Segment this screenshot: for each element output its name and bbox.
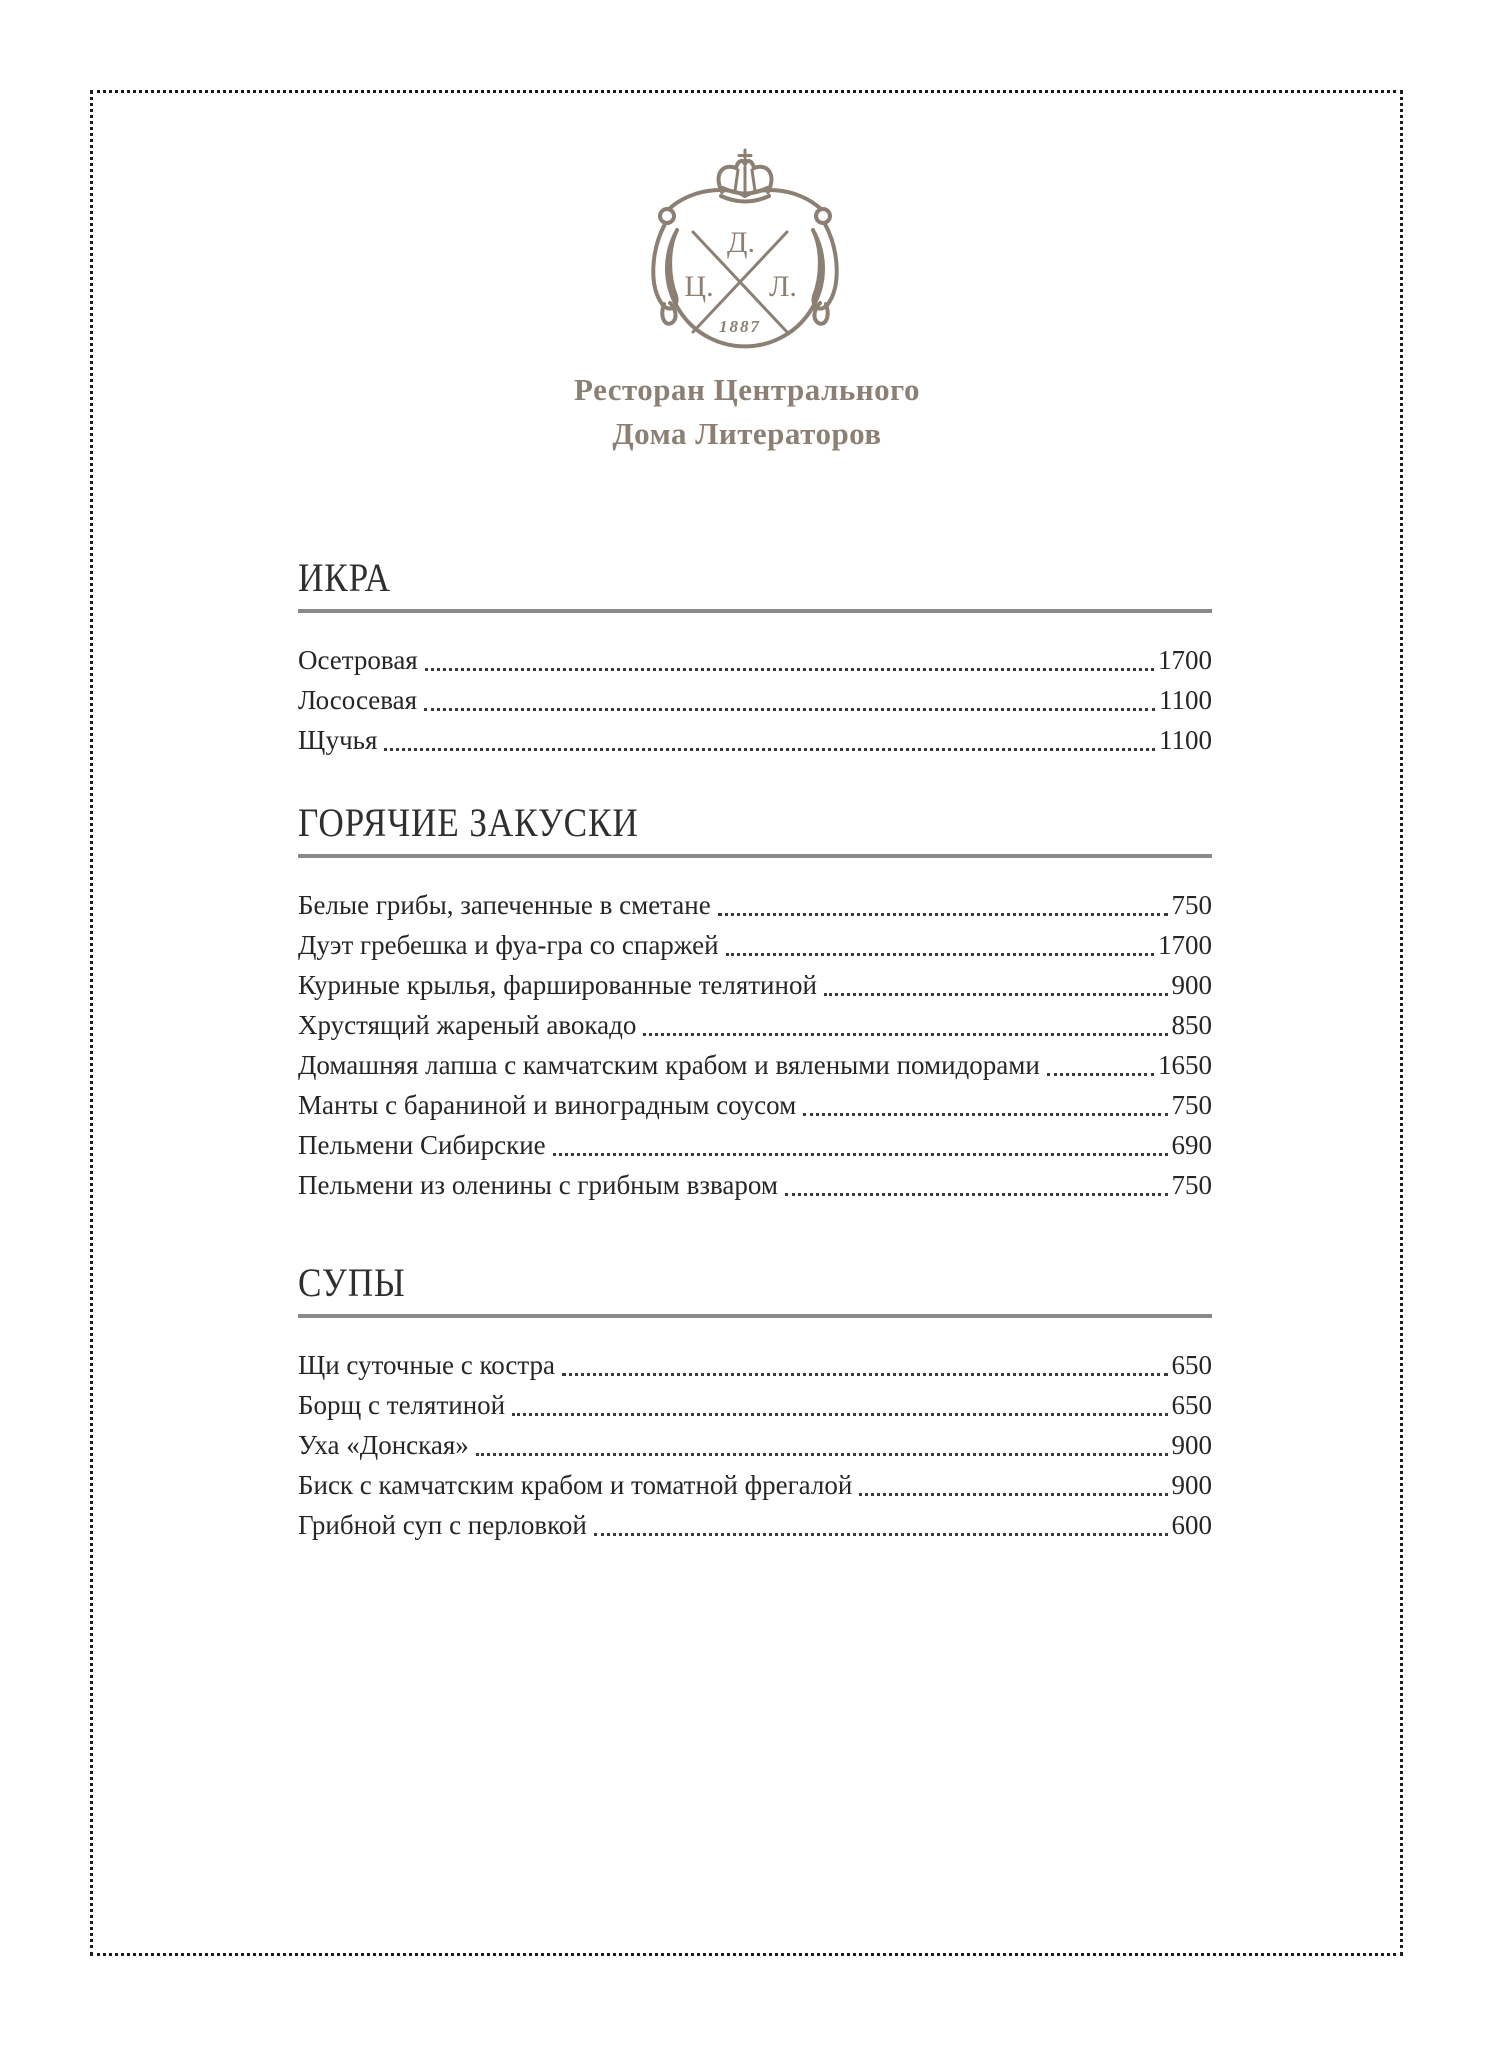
dot-leader — [636, 1005, 1171, 1045]
dot-leader — [719, 925, 1158, 965]
dish-price: 690 — [1171, 1130, 1212, 1160]
dish-price: 750 — [1171, 890, 1212, 920]
menu — [298, 530, 1212, 1545]
dish-price: 750 — [1171, 1170, 1212, 1200]
crest-letter-d: Д. — [727, 226, 755, 259]
section-items — [298, 1345, 1212, 1545]
dot-leader — [505, 1385, 1171, 1425]
section-rule — [298, 854, 1212, 858]
restaurant-crest — [635, 146, 855, 378]
dish-name: Лососевая — [298, 685, 418, 715]
dish-name: Биск с камчатским крабом и томатной фрегалой — [298, 1470, 853, 1500]
dot-leader — [796, 1085, 1171, 1125]
dish-name: Манты с бараниной и виноградным соусом — [298, 1090, 797, 1120]
dish-name: Щучья — [298, 725, 378, 755]
dot-leader — [711, 885, 1172, 925]
dot-leader — [469, 1425, 1172, 1465]
menu-item-row — [298, 1045, 1212, 1085]
menu-item-row — [298, 640, 1212, 680]
dish-price: 1100 — [1159, 685, 1212, 715]
menu-item-row — [298, 1345, 1212, 1385]
right-ring-icon — [816, 209, 830, 223]
dish-price: 650 — [1171, 1390, 1212, 1420]
section-items — [298, 885, 1212, 1205]
dish-name: Осетровая — [298, 645, 418, 675]
menu-item-row — [298, 720, 1212, 760]
dish-price: 900 — [1171, 970, 1212, 1000]
dish-name: Пельмени Сибирские — [298, 1130, 546, 1160]
dish-name: Дуэт гребешка и фуа-гра со спаржей — [298, 930, 719, 960]
dish-price: 650 — [1171, 1350, 1212, 1380]
dish-price: 1100 — [1159, 725, 1212, 755]
menu-section — [298, 798, 1212, 1205]
restaurant-name-line1: Ресторан Центрального — [574, 372, 920, 407]
dish-price: 1650 — [1158, 1050, 1212, 1080]
section-title: СУПЫ — [298, 1260, 406, 1305]
dish-name: Щи суточные с костра — [298, 1350, 555, 1380]
restaurant-name — [0, 368, 1494, 456]
menu-item-row — [298, 1385, 1212, 1425]
menu-item-row — [298, 1005, 1212, 1045]
dish-name: Куриные крылья, фаршированные телятиной — [298, 970, 817, 1000]
section-title: ГОРЯЧИЕ ЗАКУСКИ — [298, 800, 639, 845]
dish-price: 1700 — [1158, 930, 1212, 960]
section-items — [298, 640, 1212, 760]
dish-name: Домашняя лапша с камчатским крабом и вялеными помидорами — [298, 1050, 1040, 1080]
menu-item-row — [298, 1085, 1212, 1125]
section-rule — [298, 1314, 1212, 1318]
menu-item-row — [298, 1165, 1212, 1205]
menu-section — [298, 1258, 1212, 1545]
crest-icon — [635, 146, 855, 378]
dish-price: 1700 — [1158, 645, 1212, 675]
dot-leader — [587, 1505, 1172, 1545]
dish-price: 900 — [1171, 1470, 1212, 1500]
menu-item-row — [298, 1465, 1212, 1505]
dish-name: Пельмени из оленины с грибным взваром — [298, 1170, 778, 1200]
dot-leader — [546, 1125, 1172, 1165]
dish-price: 600 — [1171, 1510, 1212, 1540]
dish-price: 850 — [1171, 1010, 1212, 1040]
menu-item-row — [298, 1125, 1212, 1165]
dish-name: Уха «Донская» — [298, 1430, 469, 1460]
dot-leader — [555, 1345, 1172, 1385]
dot-leader — [1040, 1045, 1158, 1085]
dish-name: Хрустящий жареный авокадо — [298, 1010, 637, 1040]
menu-section — [298, 553, 1212, 760]
section-title: ИКРА — [298, 555, 391, 600]
dot-leader — [852, 1465, 1171, 1505]
dish-price: 900 — [1171, 1430, 1212, 1460]
dot-leader — [418, 640, 1158, 680]
dot-leader — [817, 965, 1172, 1005]
crest-letter-ts: Ц. — [684, 270, 714, 303]
menu-item-row — [298, 1425, 1212, 1465]
dot-leader — [778, 1165, 1172, 1205]
dot-leader — [417, 680, 1159, 720]
section-rule — [298, 609, 1212, 613]
dish-name: Грибной суп с перловкой — [298, 1510, 587, 1540]
menu-item-row — [298, 925, 1212, 965]
dish-name: Борщ с телятиной — [298, 1390, 506, 1420]
dish-name: Белые грибы, запеченные в сметане — [298, 890, 711, 920]
restaurant-name-line2: Дома Литераторов — [612, 416, 882, 451]
crest-year: 1887 — [719, 317, 761, 336]
crest-letter-l: Л. — [769, 270, 797, 303]
menu-item-row — [298, 885, 1212, 925]
dot-leader — [377, 720, 1159, 760]
left-ring-icon — [660, 209, 674, 223]
menu-item-row — [298, 1505, 1212, 1545]
menu-item-row — [298, 965, 1212, 1005]
dish-price: 750 — [1171, 1090, 1212, 1120]
menu-item-row — [298, 680, 1212, 720]
